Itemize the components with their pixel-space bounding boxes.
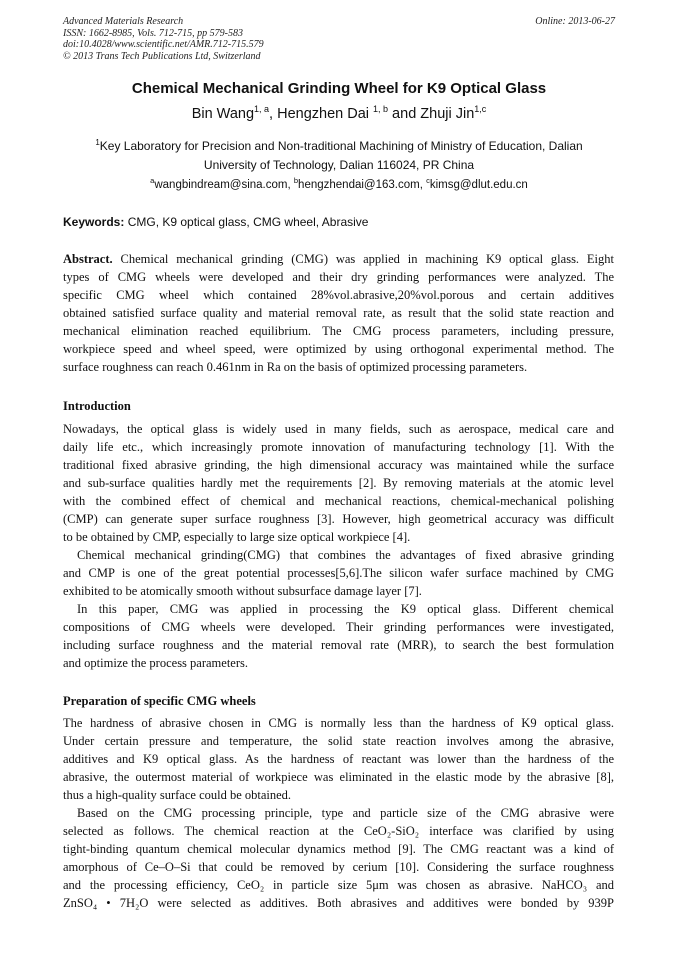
paragraph-line: The hardness of abrasive chosen in CMG is normally less than the hardness of K9 optical glass.: [63, 716, 614, 730]
copyright-line: © 2013 Trans Tech Publications Ltd, Switzerland: [63, 50, 261, 62]
paragraph-line: tight-binding quantum chemical molecular dynamics method [9]. The CMG reactant was a kind of: [63, 842, 614, 856]
author-emails: [0, 176, 678, 191]
email-sup: b: [293, 176, 299, 185]
paragraph-line: selected as follows. The chemical reaction at the CeO₂-SiO₂ interface was clarified by using: [63, 824, 614, 838]
paragraph-line: to be obtained by CMP, especially to large size optical workpiece [4].: [63, 530, 411, 544]
email-link[interactable]: kimsg@dlut.edu.cn: [429, 178, 528, 191]
journal-header: [63, 16, 483, 62]
affiliation-sup: 1: [95, 138, 100, 147]
paragraph-line: Under certain pressure and temperature, the solid state reaction involves among the abrasive,: [63, 734, 614, 748]
paragraph-line: and optimize the process parameters.: [63, 656, 248, 670]
online-date: Online: 2013-06-27: [535, 16, 615, 27]
author-list: [0, 104, 678, 122]
paragraph-line: abrasive, the outermost material of workpiece was eliminated in the elastic mode by the abrasive [8],: [63, 770, 614, 784]
paragraph-line: including surface roughness and the material removal rate (MRR), to search the best formulation: [63, 638, 614, 652]
paragraph-line: traditional fixed abrasive grinding, the high dimensional accuracy was maintained while the surface: [63, 458, 614, 472]
abstract-line: surface roughness can reach 0.461nm in Ra on the basis of optimized processing parameters.: [63, 360, 528, 374]
paragraph-line: compositions of CMG wheels were developed. Their grinding performances were investigated,: [63, 620, 614, 634]
author-sup: 1, b: [373, 104, 389, 114]
author-name: Hengzhen Dai: [277, 105, 374, 122]
keywords: [63, 215, 368, 229]
paragraph-line: ZnSO₄ • 7H₂O were selected as additives. Both abrasives and additives were bonded by 939P: [63, 896, 614, 910]
abstract-line: obtained satisfied surface quality and material removal rate, as result that the solid state reaction and: [63, 306, 614, 320]
paragraph-line: and sub-surface qualities hardly met the requirements [2]. By removing materials at the atomic level: [63, 476, 614, 490]
section-heading-introduction: Introduction: [63, 399, 131, 413]
author-name: Bin Wang: [191, 105, 255, 122]
abstract: [63, 250, 614, 376]
email-link[interactable]: wangbindream@sina.com,: [154, 178, 294, 191]
affiliation: [66, 133, 612, 175]
paper-title: Chemical Mechanical Grinding Wheel for K9 Optical Glass: [131, 80, 547, 97]
abstract-line: mechanical elimination reached equilibrium. The CMG process parameters, including pressure,: [63, 324, 614, 338]
paragraph-line: daily life etc., which increasingly promote innovation of manufacturing technology [1]. With the: [63, 440, 614, 454]
author-sup: 1,c: [474, 104, 487, 114]
affiliation-line-1: Key Laboratory for Precision and Non-traditional Machining of Ministry of Education, Dalian: [99, 139, 583, 153]
paragraph-line: Based on the CMG processing principle, type and particle size of the CMG abrasive were: [77, 806, 614, 820]
issn-line: ISSN: 1662-8985, Vols. 712-715, pp 579-583: [63, 27, 243, 39]
author-separator: and: [388, 105, 421, 122]
paragraph-line: (CMP) can generate super surface roughness [3]. However, high geometrical accuracy was difficult: [63, 512, 614, 526]
author-separator: ,: [269, 105, 278, 122]
paragraph-line: and the processing efficiency, CeO₂ in particle size 5μm was chosen as abrasive. NaHCO₃ and: [63, 878, 614, 892]
journal-name: Advanced Materials Research: [63, 16, 184, 27]
author-name: Zhuji Jin: [420, 105, 475, 122]
keywords-text: CMG, K9 optical glass, CMG wheel, Abrasive: [127, 215, 369, 229]
paragraph-line: additives and K9 optical glass. As the hardness of reactant was lower than the hardness of the: [63, 752, 614, 766]
paragraph-line: In this paper, CMG was applied in processing the K9 optical glass. Different chemical: [77, 602, 614, 616]
author-sup: 1, a: [254, 104, 270, 114]
paragraph-line: exhibited to be atomically smooth without subsurface damage layer [7].: [63, 584, 422, 598]
abstract-label: Abstract.: [63, 252, 113, 266]
paragraph-line: Nowadays, the optical glass is widely used in many fields, such as aerospace, medical care and: [63, 422, 614, 436]
abstract-text: Chemical mechanical grinding (CMG) was applied in machining K9 optical glass. Eight: [112, 252, 614, 266]
affiliation-line-2: University of Technology, Dalian 116024, PR China: [203, 158, 475, 172]
doi-line: doi:10.4028/www.scientific.net/AMR.712-715.579: [63, 39, 264, 50]
abstract-line: specific CMG wheel which contained 28%vol.abrasive,20%vol.porous and certain additives: [63, 288, 614, 302]
email-sup: a: [150, 176, 155, 185]
paragraph-line: Chemical mechanical grinding(CMG) that combines the advantages of fixed abrasive grinding: [77, 548, 614, 562]
abstract-line: workpiece speed and wheel speed, were optimized by using orthogonal experimental method. The: [63, 342, 614, 356]
paragraph-line: and CMP is one of the great potential processes[5,6].The silicon wafer surface machined by CMG: [63, 566, 614, 580]
email-link[interactable]: hengzhendai@163.com,: [298, 178, 427, 191]
paragraph-line: thus a high-quality surface could be obtained.: [63, 788, 292, 802]
email-sup: c: [426, 176, 430, 185]
introduction-body: [63, 420, 614, 672]
section-heading-preparation: Preparation of specific CMG wheels: [63, 694, 256, 708]
abstract-line: [63, 250, 614, 268]
keywords-label: Keywords:: [63, 215, 125, 229]
paragraph-line: amorphous of Ce–O–Si that could be removed by cerium [10]. Considering the surface roughness: [63, 860, 614, 874]
paragraph-line: with the combined effect of chemical and mechanical reactions, chemical-mechanical polishing: [63, 494, 614, 508]
preparation-body: [63, 714, 614, 912]
abstract-line: types of CMG wheels were developed and their dry grinding performances were analyzed. The: [63, 270, 614, 284]
